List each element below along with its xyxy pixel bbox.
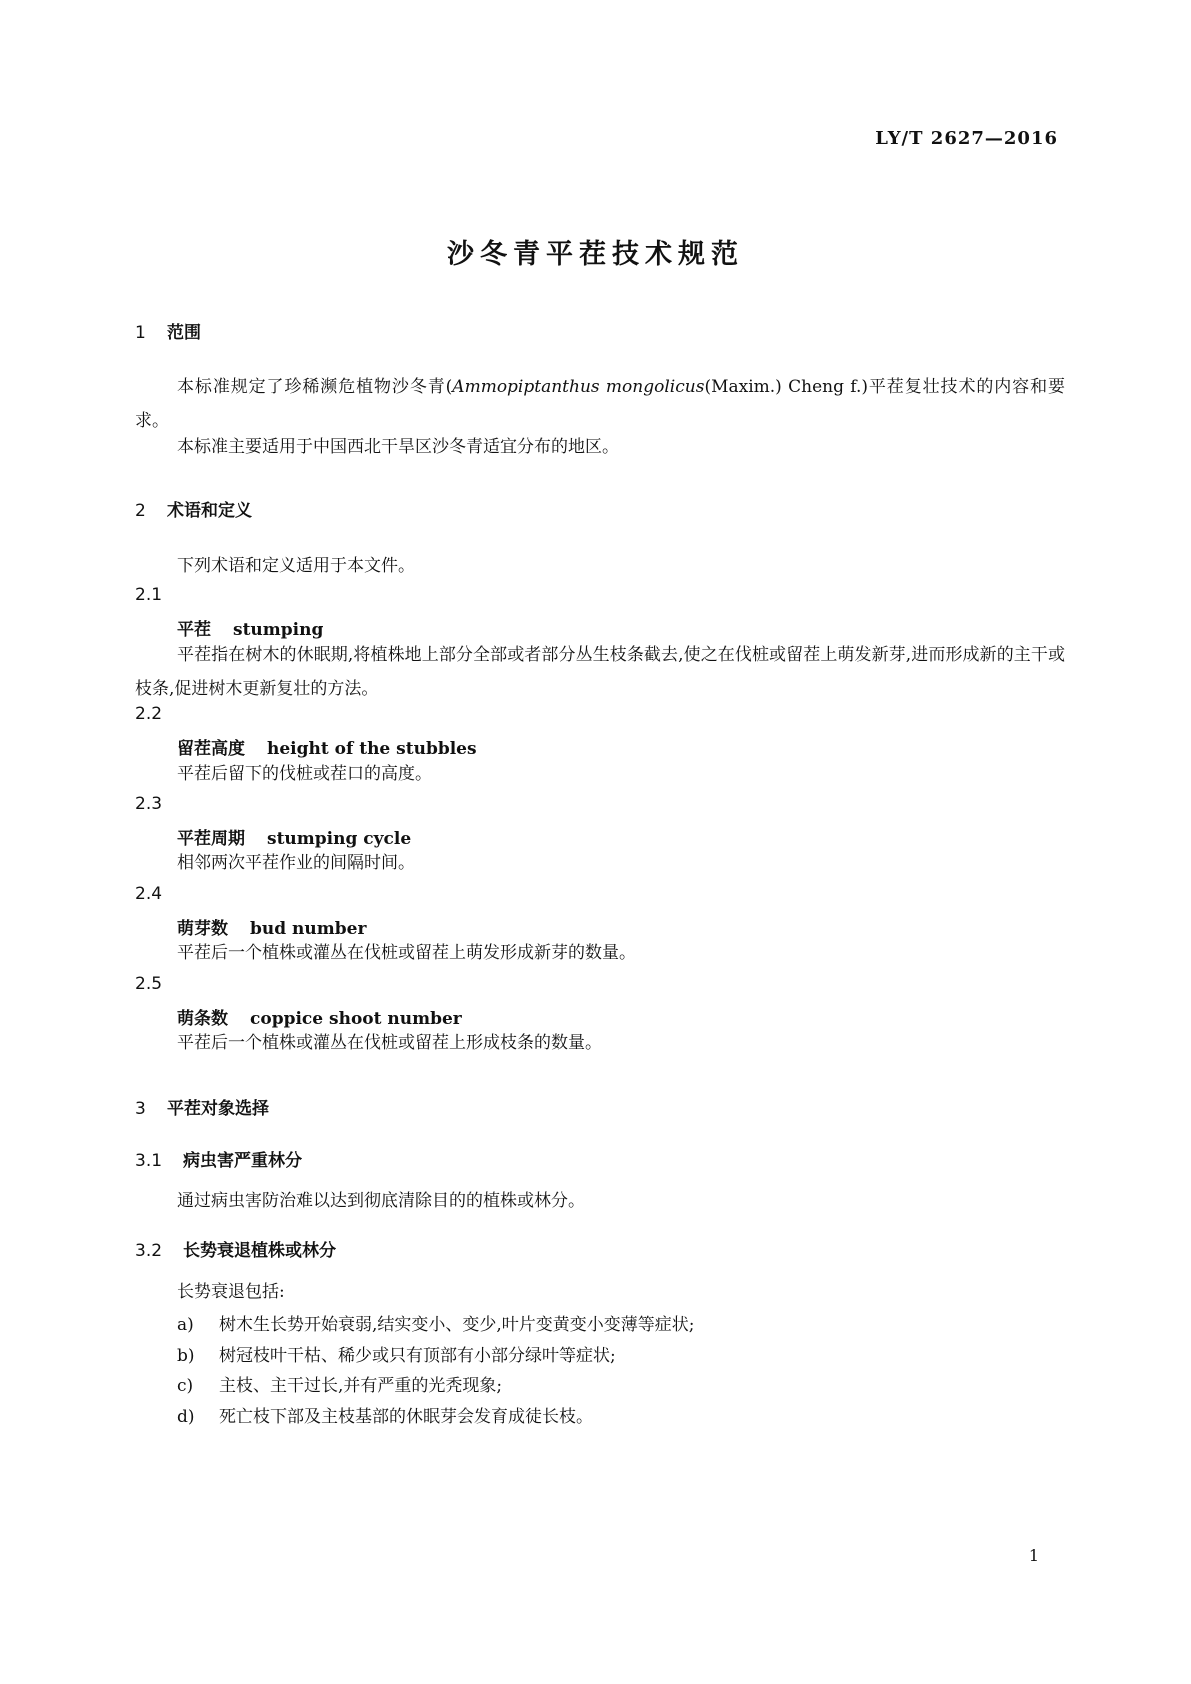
- clause-number: 2.5: [135, 974, 163, 994]
- list-text: 树冠枝叶干枯、稀少或只有顶部有小部分绿叶等症状;: [219, 1346, 616, 1366]
- subsection-number: 3.2: [135, 1241, 163, 1261]
- section-number: 3: [135, 1099, 146, 1119]
- clause-number: 2.1: [135, 585, 163, 605]
- list-item: [177, 1310, 695, 1335]
- section-title: 平茬对象选择: [167, 1099, 269, 1119]
- term-definition: 平茬后一个植株或灌丛在伐桩或留茬上形成枝条的数量。: [177, 1033, 602, 1053]
- subsection-number: 3.1: [135, 1151, 163, 1171]
- term-en: stumping: [233, 620, 324, 640]
- term-zh: 萌条数: [177, 1009, 228, 1029]
- term-zh: 平茬: [177, 620, 211, 640]
- term-en: stumping cycle: [267, 829, 412, 849]
- list-item: [177, 1371, 502, 1396]
- scope-paragraph-1: [135, 370, 1065, 438]
- list-label: a): [177, 1315, 194, 1335]
- subsection-3-1-text: 通过病虫害防治难以达到彻底清除目的的植株或林分。: [177, 1191, 585, 1211]
- list-label: b): [177, 1346, 195, 1366]
- term-zh: 留茬高度: [177, 739, 245, 759]
- clause-number: 2.3: [135, 794, 163, 814]
- list-text: 死亡枝下部及主枝基部的休眠芽会发育成徒长枝。: [219, 1407, 593, 1427]
- term-definition: 相邻两次平茬作业的间隔时间。: [177, 853, 415, 873]
- term-zh: 平茬周期: [177, 829, 245, 849]
- subsection-3-2-heading: [135, 1236, 336, 1261]
- clause-number: 2.2: [135, 704, 163, 724]
- list-label: c): [177, 1376, 194, 1396]
- section-1-heading: [135, 318, 201, 343]
- section-number: 1: [135, 323, 146, 343]
- term-en: coppice shoot number: [250, 1009, 462, 1029]
- term-definition: 平茬后一个植株或灌丛在伐桩或留茬上萌发形成新芽的数量。: [177, 943, 636, 963]
- page-title: 沙冬青平茬技术规范: [447, 239, 744, 270]
- section-title: 术语和定义: [167, 501, 252, 521]
- section-3-heading: [135, 1094, 269, 1119]
- section-title: 范围: [167, 323, 201, 343]
- standard-code: LY/T 2627—2016: [875, 128, 1058, 149]
- term-definition: 平茬后留下的伐桩或茬口的高度。: [177, 764, 432, 784]
- list-item: [177, 1402, 593, 1427]
- section-2-heading: [135, 496, 252, 521]
- scope-text-a: 本标准规定了珍稀濒危植物沙冬青(: [177, 377, 453, 397]
- term-heading: [177, 615, 323, 640]
- section-number: 2: [135, 501, 146, 521]
- term-en: bud number: [250, 919, 367, 939]
- latin-name: Ammopiptanthus mongolicus: [452, 377, 705, 397]
- subsection-3-1-heading: [135, 1146, 302, 1171]
- page-number: 1: [1028, 1546, 1039, 1565]
- subsection-3-2-intro: 长势衰退包括:: [177, 1282, 285, 1302]
- list-text: 树木生长势开始衰弱,结实变小、变少,叶片变黄变小变薄等症状;: [219, 1315, 695, 1335]
- clause-number: 2.4: [135, 884, 163, 904]
- terms-intro: 下列术语和定义适用于本文件。: [177, 556, 415, 576]
- list-text: 主枝、主干过长,并有严重的光秃现象;: [219, 1376, 503, 1396]
- term-zh: 萌芽数: [177, 919, 228, 939]
- term-en: height of the stubbles: [267, 739, 477, 759]
- scope-text-b: (Maxim.) Cheng f.)平茬复壮技术的内容和要求。: [135, 377, 1066, 431]
- subsection-title: 长势衰退植株或林分: [183, 1241, 336, 1261]
- list-label: d): [177, 1407, 195, 1427]
- term-heading: [177, 734, 477, 759]
- list-item: [177, 1341, 616, 1366]
- term-definition: 平茬指在树木的休眠期,将植株地上部分全部或者部分丛生枝条截去,使之在伐桩或留茬上萌发新芽,进而形成新的主干或枝条,促进树木更新复壮的方法。: [135, 645, 1065, 699]
- subsection-title: 病虫害严重林分: [183, 1151, 302, 1171]
- scope-paragraph-2: 本标准主要适用于中国西北干旱区沙冬青适宜分布的地区。: [177, 437, 619, 457]
